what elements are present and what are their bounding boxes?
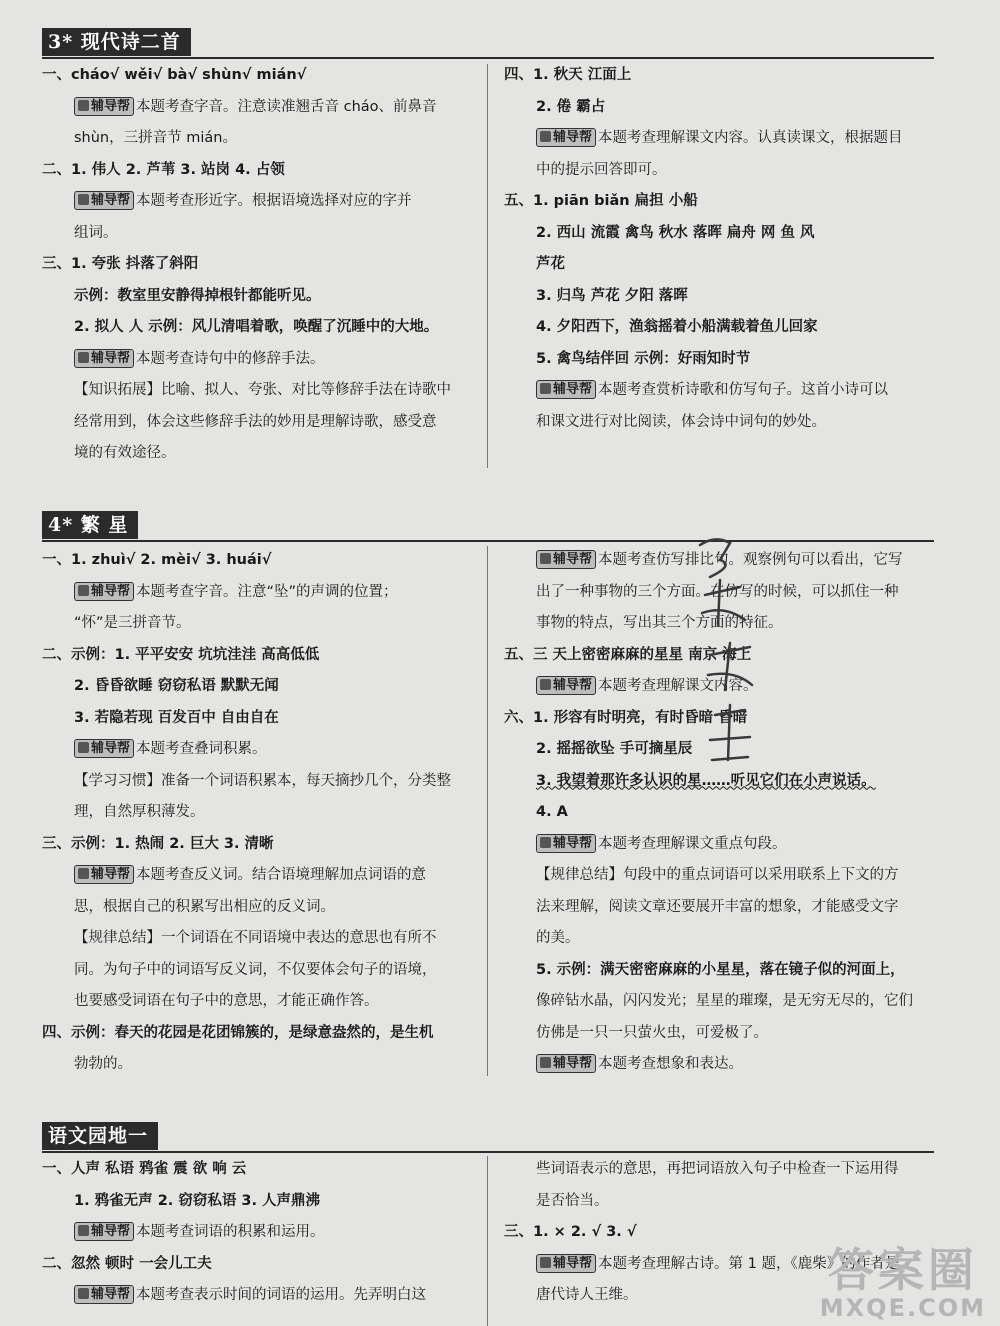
- section-rule-3: [42, 1151, 934, 1153]
- book-icon: [78, 1225, 89, 1236]
- line-text: 1. 鸦雀无声 2. 窃窃私语 3. 人声鼎沸: [74, 1192, 321, 1209]
- badge-label: 辅导帮: [553, 552, 593, 567]
- watermark-title: 答案圈: [827, 1243, 978, 1297]
- text-line: [504, 407, 944, 439]
- tutor-badge: [74, 739, 134, 758]
- line-text: 【知识拓展】比喻、拟人、夸张、对比等修辞手法在诗歌中: [74, 382, 451, 398]
- line-text: 一、人声 私语 鸦雀 震 欲 响 云: [42, 1161, 247, 1177]
- badge-label: 辅导帮: [91, 583, 131, 599]
- text-line: [504, 797, 944, 829]
- line-text: 芦花: [536, 256, 565, 272]
- line-text: 3. 若隐若现 百发百中 自由自在: [74, 709, 279, 726]
- text-line: [42, 281, 482, 313]
- section-2-left-column: [42, 545, 482, 1081]
- line-text: 3. 归鸟 芦花 夕阳 落晖: [536, 287, 688, 304]
- section-1-right-column: [504, 60, 944, 438]
- text-line: [42, 375, 482, 407]
- line-text: 本题考查仿写排比句。观察例句可以看出，它写: [598, 552, 903, 568]
- text-line: [42, 1217, 482, 1249]
- line-text: 2. 摇摇欲坠 手可摘星辰: [536, 741, 693, 757]
- text-line: [42, 407, 482, 439]
- text-line: [504, 344, 944, 376]
- line-text: 五、三 天上密密麻麻的星星 南京 海上: [504, 646, 752, 663]
- line-text: 本题考查理解古诗。第 1 题，《鹿柴》的作者是: [598, 1255, 900, 1272]
- line-text: 出了一种事物的三个方面。在仿写的时候，可以抓住一种: [536, 583, 899, 600]
- badge-label: 辅导帮: [553, 1255, 593, 1271]
- tutor-badge: [536, 380, 596, 399]
- book-icon: [540, 1057, 551, 1068]
- text-line: [42, 249, 482, 281]
- line-text: 事物的特点，写出其三个方面的特征。: [536, 615, 783, 631]
- line-text: “怀”是三拼音节。: [74, 615, 191, 631]
- book-icon: [78, 868, 89, 879]
- line-text: 二、示例：1. 平平安安 坑坑洼洼 高高低低: [42, 646, 320, 663]
- text-line: [504, 923, 944, 955]
- text-line: [42, 438, 482, 470]
- line-text: 4. 夕阳西下，渔翁摇着小船满载着鱼儿回家: [536, 319, 818, 335]
- line-text: 【规律总结】一个词语在不同语境中表达的意思也有所不: [74, 930, 437, 946]
- text-line: [42, 577, 482, 609]
- line-text: 是否恰当。: [536, 1192, 609, 1209]
- text-line: [42, 1249, 482, 1281]
- line-text: 经常用到，体会这些修辞手法的妙用是理解诗歌，感受意: [74, 413, 437, 430]
- section-title-3: 语文园地一: [42, 1122, 158, 1150]
- section-3-left-column: [42, 1154, 482, 1312]
- text-line: [42, 60, 482, 92]
- line-text: 像碎钻水晶，闪闪发光；星星的璀璨，是无穷无尽的，它们: [536, 993, 913, 1009]
- line-text: 仿佛是一只一只萤火虫，可爱极了。: [536, 1024, 768, 1041]
- line-text: 4. A: [536, 804, 568, 820]
- book-icon: [78, 585, 89, 596]
- tutor-badge: [536, 676, 596, 695]
- line-text: 本题考查理解课文重点句段。: [598, 835, 787, 852]
- line-text: 二、忽然 顿时 一会儿工夫: [42, 1255, 212, 1272]
- line-text: 三、示例：1. 热闹 2. 巨大 3. 清晰: [42, 835, 274, 852]
- text-line: [42, 344, 482, 376]
- text-line: [504, 60, 944, 92]
- text-line: [42, 766, 482, 798]
- line-text: 2. 拟人 人 示例：风儿清唱着歌，唤醒了沉睡中的大地。: [74, 319, 439, 335]
- line-text: 勃勃的。: [74, 1056, 132, 1072]
- line-text: 本题考查诗句中的修辞手法。: [136, 350, 325, 367]
- line-text: 理，自然厚积薄发。: [74, 804, 205, 820]
- book-icon: [540, 679, 551, 690]
- line-text: 唐代诗人王维。: [536, 1287, 638, 1303]
- line-text: 5. 示例：满天密密麻麻的小星星，落在镜子似的河面上，: [536, 961, 905, 978]
- column-divider-3: [487, 1156, 488, 1326]
- line-text: 五、1. piān biǎn 扁担 小船: [504, 193, 698, 209]
- badge-label: 辅导帮: [91, 98, 131, 114]
- text-line: [42, 1018, 482, 1050]
- text-line: [42, 955, 482, 987]
- line-text: 【学习习惯】准备一个词语积累本，每天摘抄几个，分类整: [74, 772, 451, 789]
- text-line: [42, 860, 482, 892]
- book-icon: [78, 194, 89, 205]
- tutor-badge: [74, 349, 134, 368]
- text-line: [42, 1154, 482, 1186]
- text-line: [42, 608, 482, 640]
- text-line: [504, 986, 944, 1018]
- line-text: shùn，三拼音节 mián。: [74, 130, 237, 146]
- line-text: 四、1. 秋天 江面上: [504, 67, 632, 83]
- line-text: 境的有效途径。: [74, 445, 176, 461]
- text-line: [504, 375, 944, 407]
- book-icon: [540, 1257, 551, 1268]
- book-icon: [78, 742, 89, 753]
- section-rule-2: [42, 540, 934, 542]
- tutor-badge: [536, 834, 596, 853]
- line-text: 四、示例：春天的花园是花团锦簇的，是绿意盎然的，是生机: [42, 1024, 434, 1041]
- line-text: 【规律总结】句段中的重点词语可以采用联系上下文的方: [536, 867, 899, 883]
- text-line: [42, 892, 482, 924]
- book-icon: [78, 1288, 89, 1299]
- text-line: [504, 1186, 944, 1218]
- line-text: 2. 昏昏欲睡 窃窃私语 默默无闻: [74, 678, 279, 694]
- tutor-badge: [74, 1222, 134, 1241]
- line-text: 也要感受词语在句子中的意思，才能正确作答。: [74, 993, 379, 1009]
- text-line: [42, 1049, 482, 1081]
- text-line: [504, 249, 944, 281]
- tutor-badge: [536, 1254, 596, 1273]
- watermark: [819, 1243, 986, 1322]
- text-line: [42, 123, 482, 155]
- line-text: 三、1. 夸张 抖落了斜阳: [42, 256, 199, 272]
- tutor-badge: [74, 97, 134, 116]
- tutor-badge: [536, 550, 596, 569]
- line-text: 三、1. × 2. √ 3. √: [504, 1224, 637, 1240]
- line-text: 本题考查赏析诗歌和仿写句子。这首小诗可以: [598, 382, 889, 398]
- tutor-badge: [74, 865, 134, 884]
- text-line: [504, 281, 944, 313]
- line-text: 中的提示回答即可。: [536, 161, 667, 178]
- text-line: [42, 155, 482, 187]
- badge-label: 辅导帮: [553, 130, 593, 145]
- tutor-badge: [536, 128, 596, 147]
- line-text: 本题考查理解课文内容。认真读课文，根据题目: [598, 130, 903, 146]
- line-text: 思，根据自己的积累写出相应的反义词。: [74, 898, 335, 915]
- text-line: [42, 1186, 482, 1218]
- text-line: [504, 829, 944, 861]
- line-text: 六、1. 形容有时明亮，有时昏暗 昏暗: [504, 709, 748, 726]
- line-text: 和课文进行对比阅读，体会诗中词句的妙处。: [536, 413, 826, 430]
- line-text: 本题考查表示时间的词语的运用。先弄明白这: [136, 1287, 427, 1303]
- text-line: [504, 1049, 944, 1081]
- text-line: [42, 986, 482, 1018]
- tutor-badge: [74, 582, 134, 601]
- text-line: [42, 923, 482, 955]
- column-divider-1: [487, 64, 488, 468]
- line-text: 本题考查理解课文内容。: [598, 678, 758, 694]
- badge-label: 辅导帮: [553, 835, 593, 851]
- line-text: 示例：教室里安静得掉根针都能听见。: [74, 287, 321, 304]
- line-text: 一、cháo√ wěi√ bà√ shùn√ mián√: [42, 67, 307, 83]
- section-title-1: 3* 现代诗二首: [42, 28, 191, 56]
- line-text: 本题考查形近字。根据语境选择对应的字并: [136, 193, 412, 209]
- text-line: [504, 123, 944, 155]
- badge-label: 辅导帮: [553, 382, 593, 397]
- text-line: [42, 1280, 482, 1312]
- text-line: [504, 860, 944, 892]
- line-text: 5. 禽鸟结伴回 示例：好雨知时节: [536, 350, 751, 367]
- text-line: [504, 1018, 944, 1050]
- text-line: [42, 312, 482, 344]
- text-line: [42, 545, 482, 577]
- watermark-url: MXQE.COM: [819, 1294, 986, 1322]
- line-text: 本题考查字音。注意“坠”的声调的位置；: [136, 583, 398, 600]
- book-icon: [540, 553, 551, 564]
- text-line: [504, 218, 944, 250]
- line-text: 同。为句子中的词语写反义词，不仅要体会句子的语境，: [74, 961, 437, 978]
- text-line: [42, 797, 482, 829]
- badge-label: 辅导帮: [91, 350, 131, 366]
- text-line: [42, 186, 482, 218]
- book-icon: [540, 383, 551, 394]
- line-text: 本题考查想象和表达。: [598, 1056, 744, 1072]
- line-text: 二、1. 伟人 2. 芦苇 3. 站岗 4. 占领: [42, 161, 285, 178]
- line-text: 2. 西山 流霞 禽鸟 秋水 落晖 扁舟 网 鱼 风: [536, 224, 815, 241]
- line-text: 本题考查词语的积累和运用。: [136, 1224, 325, 1240]
- badge-label: 辅导帮: [553, 1056, 593, 1071]
- badge-label: 辅导帮: [91, 1224, 131, 1239]
- badge-label: 辅导帮: [91, 741, 131, 756]
- text-line: [504, 155, 944, 187]
- line-text: 本题考查字音。注意读准翘舌音 cháo、前鼻音: [136, 98, 437, 115]
- line-text: 些词语表示的意思，再把词语放入句子中检查一下运用得: [536, 1161, 899, 1177]
- line-text: 的美。: [536, 930, 580, 946]
- book-icon: [78, 352, 89, 363]
- book-icon: [540, 131, 551, 142]
- text-line: [42, 829, 482, 861]
- text-line: [42, 640, 482, 672]
- text-line: [504, 955, 944, 987]
- section-rule-1: [42, 57, 934, 59]
- column-divider-2: [487, 546, 488, 1076]
- text-line: [42, 734, 482, 766]
- badge-label: 辅导帮: [91, 867, 131, 882]
- line-text: 3. 我望着那许多认识的星……听见它们在小声说话。: [536, 772, 876, 789]
- line-text: 本题考查反义词。结合语境理解加点词语的意: [136, 867, 427, 883]
- tutor-badge: [74, 191, 134, 210]
- badge-label: 辅导帮: [91, 193, 131, 208]
- line-text: 一、1. zhuì√ 2. mèi√ 3. huái√: [42, 552, 272, 568]
- text-line: [42, 703, 482, 735]
- text-line: [504, 312, 944, 344]
- badge-label: 辅导帮: [91, 1287, 131, 1302]
- book-icon: [540, 837, 551, 848]
- section-1-left-column: [42, 60, 482, 470]
- book-icon: [78, 100, 89, 111]
- line-text: 组词。: [74, 224, 118, 241]
- text-line: [504, 1154, 944, 1186]
- tutor-badge: [74, 1285, 134, 1304]
- line-text: 本题考查叠词积累。: [136, 741, 267, 757]
- text-line: [504, 892, 944, 924]
- text-line: [504, 92, 944, 124]
- line-text: 2. 倦 霸占: [536, 98, 606, 115]
- text-line: [42, 92, 482, 124]
- text-line: [42, 218, 482, 250]
- line-text: 法来理解，阅读文章还要展开丰富的想象，才能感受文字: [536, 898, 899, 915]
- text-line: [504, 186, 944, 218]
- section-title-2: 4* 繁 星: [42, 511, 138, 539]
- badge-label: 辅导帮: [553, 678, 593, 693]
- tutor-badge: [536, 1054, 596, 1073]
- handwriting-scribble: [690, 525, 780, 775]
- text-line: [42, 671, 482, 703]
